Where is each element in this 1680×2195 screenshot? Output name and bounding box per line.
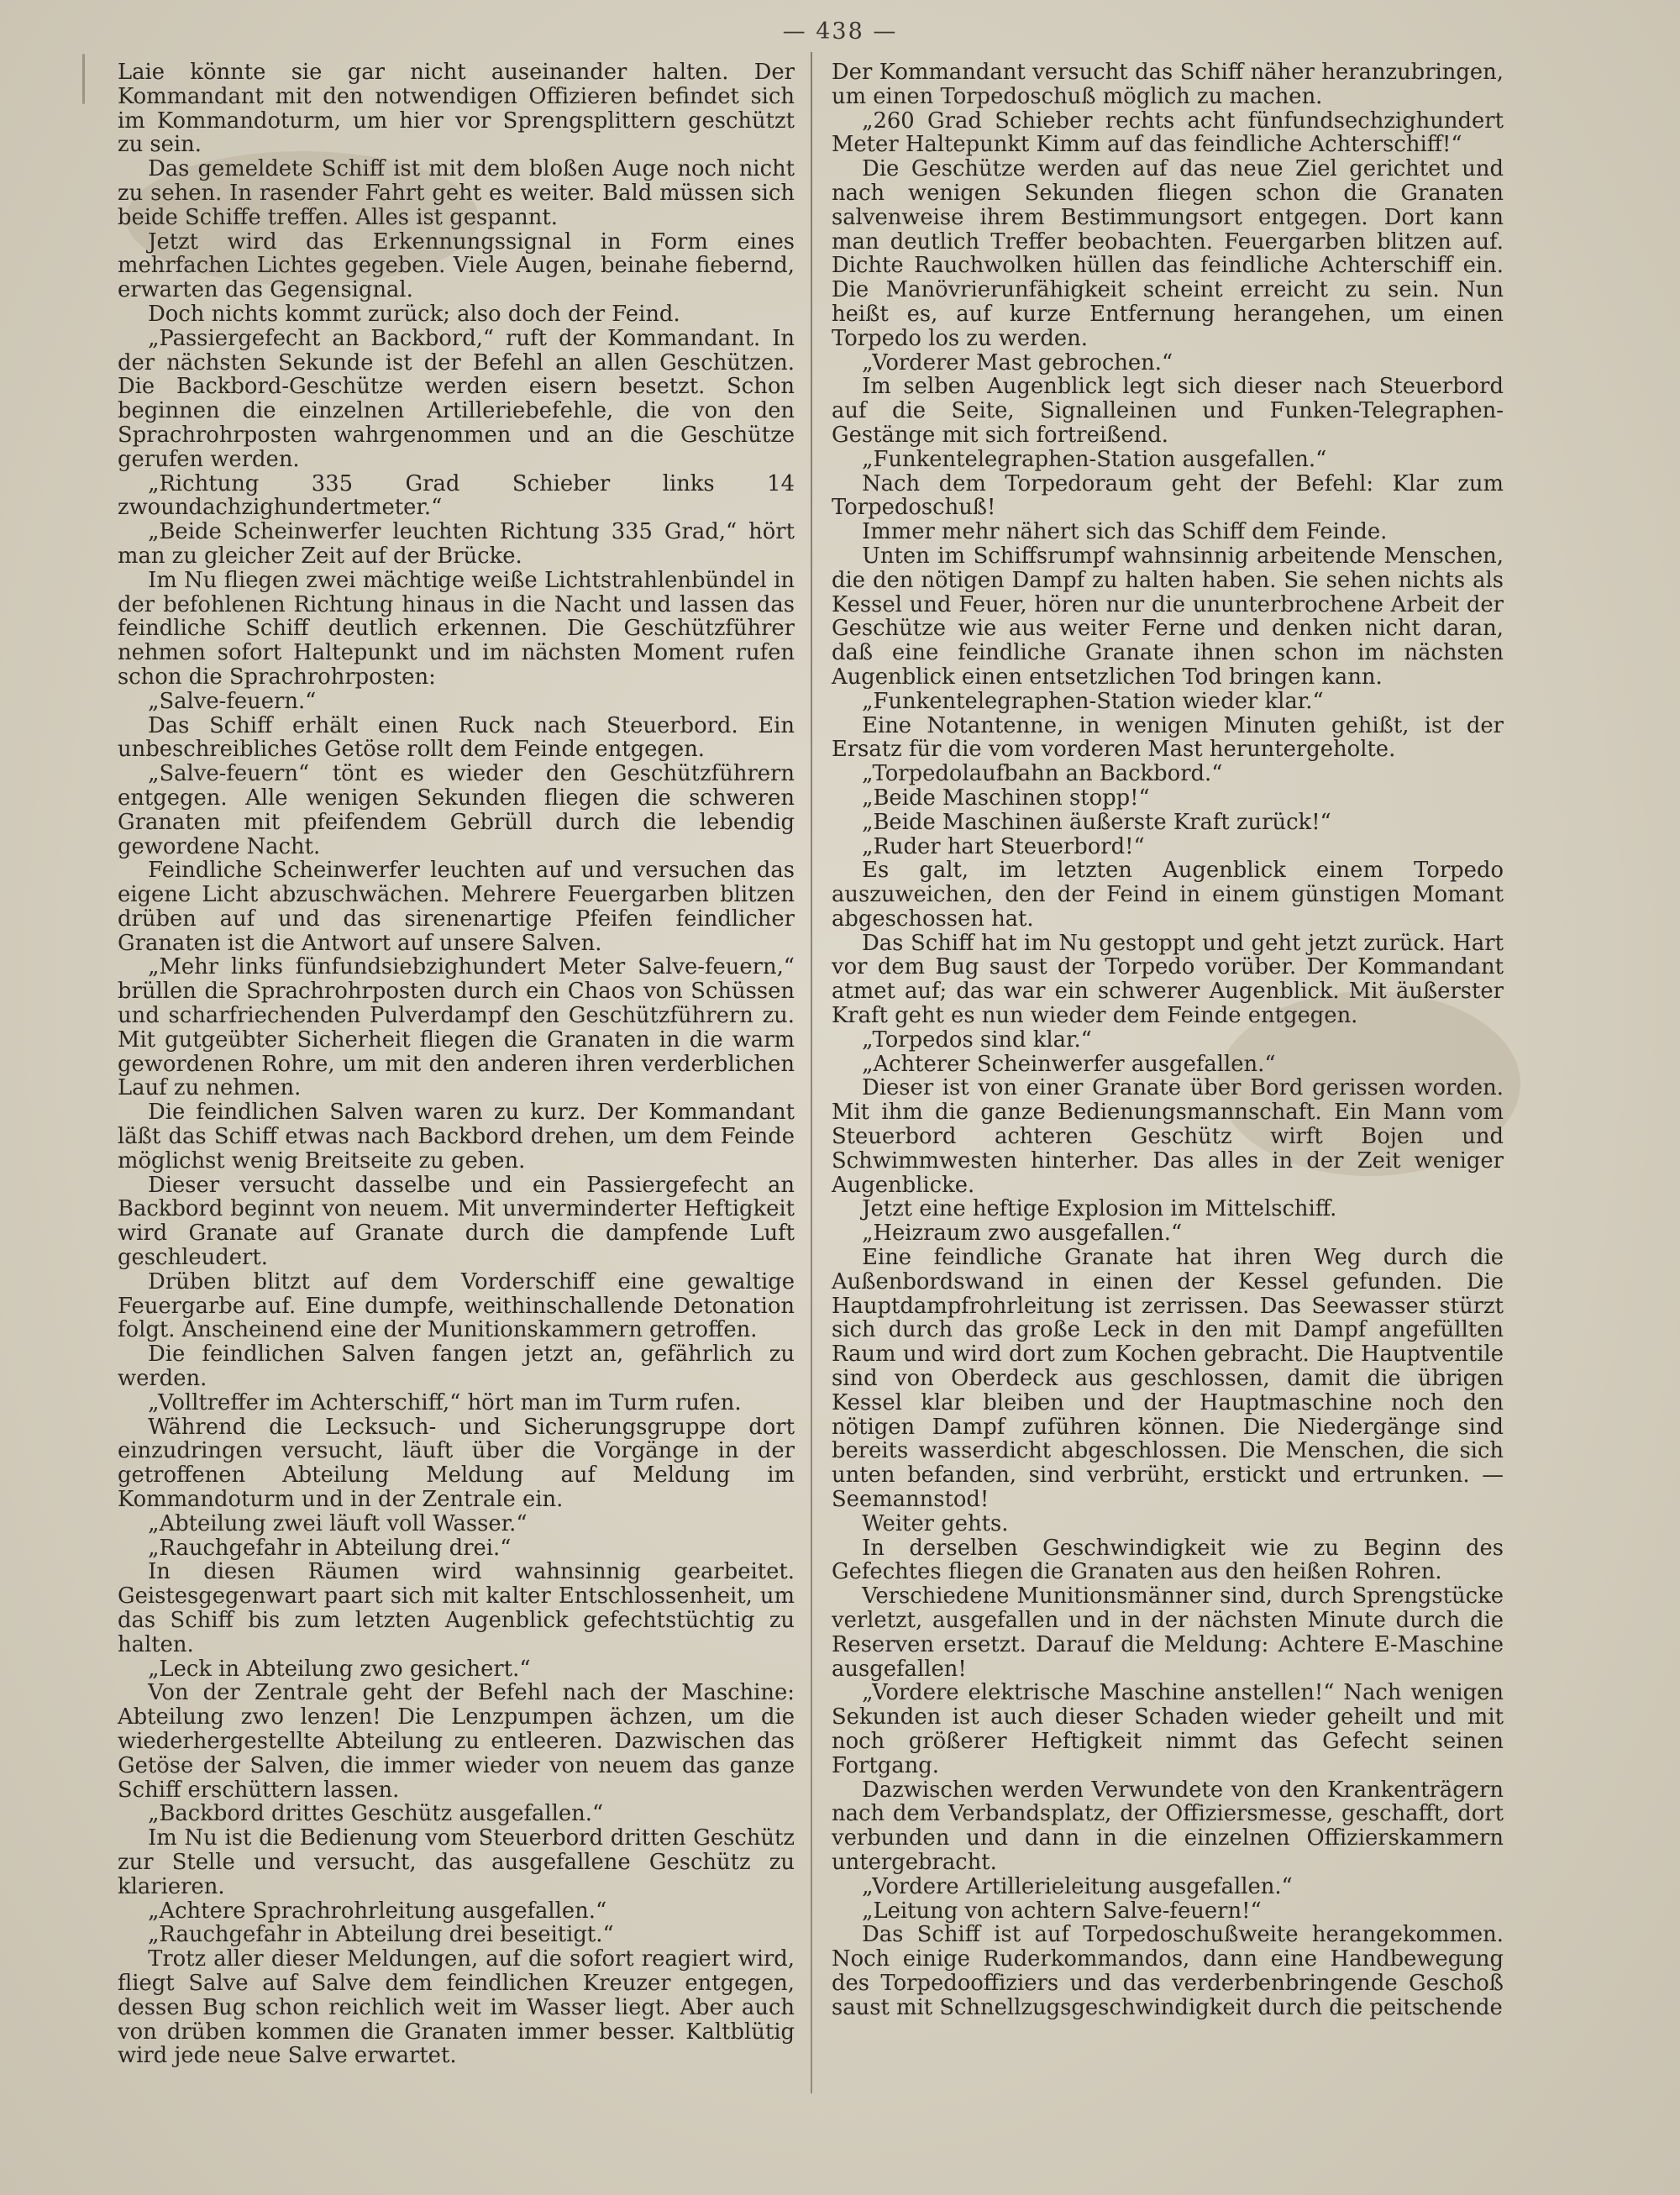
paragraph: Im Nu ist die Bedienung vom Steuerbord dritten Geschütz zur Stelle und versucht, das ausgefallene Geschütz zu klarieren. — [118, 1825, 795, 1899]
left-text-column — [118, 60, 795, 2068]
paragraph: Die Geschütze werden auf das neue Ziel gerichtet und nach wenigen Sekunden fliegen schon die Granaten salvenweise ihrem Bestimmungsort entgegen. Dort kann man deutlich Treffer beobachten. Feuergarben blitzen auf. Dichte Rauchwolken hüllen das feindliche Achterschiff ein. Die Manövrierunfähigkeit scheint erreicht zu sein. Nun heißt es, auf kurze Entfernung herangehen, um einen Torpedo los zu werden. — [832, 156, 1504, 351]
paragraph: Feindliche Scheinwerfer leuchten auf und versuchen das eigene Licht abzuschwächen. Mehrere Feuergarben blitzen drüben auf und das sirenenartige Pfeifen feindlicher Granaten ist die Antwort auf unsere Salven. — [118, 858, 795, 956]
paragraph: „Rauchgefahr in Abteilung drei beseitigt.“ — [148, 1922, 614, 1948]
right-text-column — [832, 60, 1504, 2020]
paragraph: „Salve-feuern“ tönt es wieder den Geschützführern entgegen. Alle wenigen Sekunden fliegen die schweren Granaten mit pfeifendem Gebrüll durch die lebendig gewordene Nacht. — [118, 761, 795, 859]
page-number: — 438 — — [782, 18, 898, 45]
paragraph: „Beide Scheinwerfer leuchten Richtung 335 Grad,“ hört man zu gleicher Zeit auf der Brücke. — [118, 519, 795, 569]
paragraph: „Heizraum zwo ausgefallen.“ — [862, 1221, 1183, 1247]
paragraph: „Volltreffer im Achterschiff,“ hört man im Turm rufen. — [148, 1389, 742, 1415]
paragraph: Die feindlichen Salven waren zu kurz. Der Kommandant läßt das Schiff etwas nach Backbord drehen, um dem Feinde möglichst wenig Breitseite zu geben. — [118, 1100, 795, 1174]
paragraph: „Mehr links fünfundsiebzighundert Meter Salve-feuern,“ brüllen die Sprachrohrposten durch ein Chaos von Schüssen und scharfriechenden Pulverdampf den Geschützführern zu. Mit gutgeübter Sicherheit fliegen die Granaten in die warm gewordenen Rohre, um mit den anderen ihren verderblichen Lauf zu nehmen. — [118, 954, 795, 1101]
paragraph: Laie könnte sie gar nicht auseinander halten. Der Kommandant mit den notwendigen Offizieren befindet sich im Kommandoturm, um hier vor Sprengsplittern geschützt zu sein. — [118, 60, 795, 158]
paragraph: „Funkentelegraphen-Station ausgefallen.“ — [862, 446, 1327, 472]
paragraph: Das Schiff erhält einen Ruck nach Steuerbord. Ein unbeschreibliches Getöse rollt dem Feinde entgegen. — [118, 712, 795, 763]
paragraph: Das Schiff hat im Nu gestoppt und geht jetzt zurück. Hart vor dem Bug saust der Torpedo vorüber. Der Kommandant atmet auf; das war ein schwerer Augenblick. Mit äußerster Kraft geht es nun wieder dem Feinde entgegen. — [832, 930, 1504, 1029]
margin-bracket — [82, 54, 85, 104]
paragraph: „Leitung von achtern Salve-feuern!“ — [862, 1898, 1262, 1924]
paragraph: Der Kommandant versucht das Schiff näher heranzubringen, um einen Torpedoschuß möglich zu machen. — [832, 60, 1504, 109]
paragraph: Im selben Augenblick legt sich dieser nach Steuerbord auf die Seite, Signalleinen und Funken-Telegraphen-Gestänge mit sich fortreißend. — [832, 374, 1504, 448]
paragraph: „Richtung 335 Grad Schieber links 14 zwoundachzighundertmeter.“ — [118, 470, 795, 521]
paragraph: Im Nu fliegen zwei mächtige weiße Lichtstrahlenbündel in der befohlenen Richtung hinaus in die Nacht und lassen das feindliche Schiff deutlich erkennen. Die Geschützführer nehmen sofort Haltepunkt und im nächsten Moment rufen schon die Sprachrohrposten: — [118, 567, 795, 690]
paragraph: Dazwischen werden Verwundete von den Krankenträgern nach dem Verbandsplatz, der Offiziersmesse, geschafft, dort verbunden und dann in die einzelnen Offizierskammern untergebracht. — [832, 1777, 1504, 1875]
paragraph: Immer mehr nähert sich das Schiff dem Feinde. — [862, 519, 1388, 545]
paragraph: Trotz aller dieser Meldungen, auf die sofort reagiert wird, fliegt Salve auf Salve dem feindlichen Kreuzer entgegen, dessen Bug schon reichlich weit im Wasser liegt. Aber auch von drüben kommen die Granaten immer besser. Kaltblütig wird jede neue Salve erwartet. — [118, 1946, 795, 2069]
paragraph: „Ruder hart Steuerbord!“ — [862, 833, 1145, 859]
paragraph: „260 Grad Schieber rechts acht fünfundsechzighundert Meter Haltepunkt Kimm auf das feindliche Achterschiff!“ — [832, 108, 1504, 158]
paragraph: Weiter gehts. — [862, 1510, 1009, 1536]
paragraph: Unten im Schiffsrumpf wahnsinnig arbeitende Menschen, die den nötigen Dampf zu halten haben. Sie sehen nichts als Kessel und Feuer, hören nur die ununterbrochene Arbeit der Geschütze wie aus weiter Ferne und denken nicht daran, daß eine feindliche Granate ihnen schon im nächsten Augenblick einen entsetzlichen Tod bringen kann. — [832, 543, 1504, 690]
paragraph: Dieser ist von einer Granate über Bord gerissen worden. Mit ihm die ganze Bedienungsmannschaft. Ein Mann vom Steuerbord achteren Geschütz wirft Bojen und Schwimmwesten hinterher. Das alles in der Zeit weniger Augenblicke. — [832, 1075, 1504, 1198]
paragraph: „Vordere Artillerieleitung ausgefallen.“ — [862, 1873, 1293, 1899]
paragraph: „Beide Maschinen äußerste Kraft zurück!“ — [862, 809, 1331, 835]
paragraph: Nach dem Torpedoraum geht der Befehl: Klar zum Torpedoschuß! — [832, 470, 1504, 521]
paragraph: Es galt, im letzten Augenblick einem Torpedo auszuweichen, den der Feind in einem günstigen Momant abgeschossen hat. — [832, 858, 1504, 932]
column-divider — [811, 52, 812, 2093]
paragraph: Drüben blitzt auf dem Vorderschiff eine gewaltige Feuergarbe auf. Eine dumpfe, weithinschallende Detonation folgt. Anscheinend eine der Munitionskammern getroffen. — [118, 1268, 795, 1343]
paragraph: Jetzt wird das Erkennungssignal in Form eines mehrfachen Lichtes gegeben. Viele Augen, beinahe fiebernd, erwarten das Gegensignal. — [118, 228, 795, 303]
paragraph: In derselben Geschwindigkeit wie zu Beginn des Gefechtes fliegen die Granaten aus den heißen Rohren. — [832, 1535, 1504, 1585]
paragraph: Eine Notantenne, in wenigen Minuten gehißt, ist der Ersatz für die vom vorderen Mast heruntergeholte. — [832, 712, 1504, 763]
paragraph: „Passiergefecht an Backbord,“ ruft der Kommandant. In der nächsten Sekunde ist der Befehl an allen Geschützen. Die Backbord-Geschütze werden eisern besetzt. Schon beginnen die einzelnen Artilleriebefehle, die von den Sprachrohrposten wahrgenommen und an die Geschütze gerufen werden. — [118, 325, 795, 472]
paragraph: „Vorderer Mast gebrochen.“ — [862, 349, 1173, 375]
paragraph: Verschiedene Munitionsmänner sind, durch Sprengstücke verletzt, ausgefallen und in der nächsten Minute durch die Reserven ersetzt. Darauf die Meldung: Achtere E-Maschine ausgefallen! — [832, 1583, 1504, 1682]
paragraph: Das gemeldete Schiff ist mit dem bloßen Auge noch nicht zu sehen. In rasender Fahrt geht es weiter. Bald müssen sich beide Schiffe treffen. Alles ist gespannt. — [118, 156, 795, 230]
paragraph: Dieser versucht dasselbe und ein Passiergefecht an Backbord beginnt von neuem. Mit unverminderter Heftigkeit wird Granate auf Granate durch die dampfende Luft geschleudert. — [118, 1172, 795, 1271]
paragraph: „Salve-feuern.“ — [148, 688, 317, 714]
paragraph: „Rauchgefahr in Abteilung drei.“ — [148, 1535, 512, 1561]
paragraph: „Torpedolaufbahn an Backbord.“ — [862, 761, 1223, 787]
paragraph: Von der Zentrale geht der Befehl nach der Maschine: Abteilung zwo lenzen! Die Lenzpumpen ächzen, um die wiederhergestellte Abteilung zu entleeren. Dazwischen das Getöse der Salven, die immer wieder von neuem das ganze Schiff erschüttern lassen. — [118, 1680, 795, 1803]
paragraph: „Achterer Scheinwerfer ausgefallen.“ — [862, 1051, 1276, 1077]
paragraph: „Torpedos sind klar.“ — [862, 1027, 1092, 1053]
paragraph: „Beide Maschinen stopp!“ — [862, 785, 1150, 811]
paragraph: Das Schiff ist auf Torpedoschußweite herangekommen. Noch einige Ruderkommandos, dann eine Handbewegung des Torpedooffiziers und das verderbenbringende Geschoß saust mit Schnellzugsgeschwindigkeit durch die peitschende — [832, 1922, 1504, 2020]
paragraph: Doch nichts kommt zurück; also doch der Feind. — [148, 301, 680, 327]
paragraph: Während die Lecksuch- und Sicherungsgruppe dort einzudringen versucht, läuft über die Vorgänge in der getroffenen Abteilung Meldung auf Meldung im Kommandoturm und in der Zentrale ein. — [118, 1414, 795, 1513]
paragraph: „Vordere elektrische Maschine anstellen!“ Nach wenigen Sekunden ist auch dieser Schaden wieder geheilt und mit noch größerer Heftigkeit nimmt das Gefecht seinen Fortgang. — [832, 1680, 1504, 1778]
paragraph: „Achtere Sprachrohrleitung ausgefallen.“ — [148, 1898, 607, 1924]
paragraph: „Leck in Abteilung zwo gesichert.“ — [148, 1656, 531, 1682]
paragraph: „Funkentelegraphen-Station wieder klar.“ — [862, 688, 1324, 714]
paragraph: „Backbord drittes Geschütz ausgefallen.“ — [148, 1801, 604, 1827]
paragraph: Eine feindliche Granate hat ihren Weg durch die Außenbordswand in einen der Kessel gefunden. Die Hauptdampfrohrleitung ist zerrissen. Das Seewasser stürzt sich durch das große Leck in den mit Dampf angefüllten Raum und wird dort zum Kochen gebracht. Die Hauptventile sind von Oberdeck aus geschlossen, damit die übrigen Kessel klar bleiben und der Hauptmaschine noch den nötigen Dampf zuführen können. Die Niedergänge sind bereits wasserdicht abgeschlossen. Die Menschen, die sich unten befanden, sind verbrüht, erstickt und ertrunken. — Seemannstod! — [832, 1245, 1504, 1513]
paragraph: Die feindlichen Salven fangen jetzt an, gefährlich zu werden. — [118, 1342, 795, 1392]
paragraph: „Abteilung zwei läuft voll Wasser.“ — [148, 1510, 528, 1536]
paragraph: In diesen Räumen wird wahnsinnig gearbeitet. Geistesgegenwart paart sich mit kalter Entschlossenheit, um das Schiff bis zum letzten Augenblick gefechtstüchtig zu halten. — [118, 1559, 795, 1657]
paragraph: Jetzt eine heftige Explosion im Mittelschiff. — [862, 1196, 1337, 1222]
